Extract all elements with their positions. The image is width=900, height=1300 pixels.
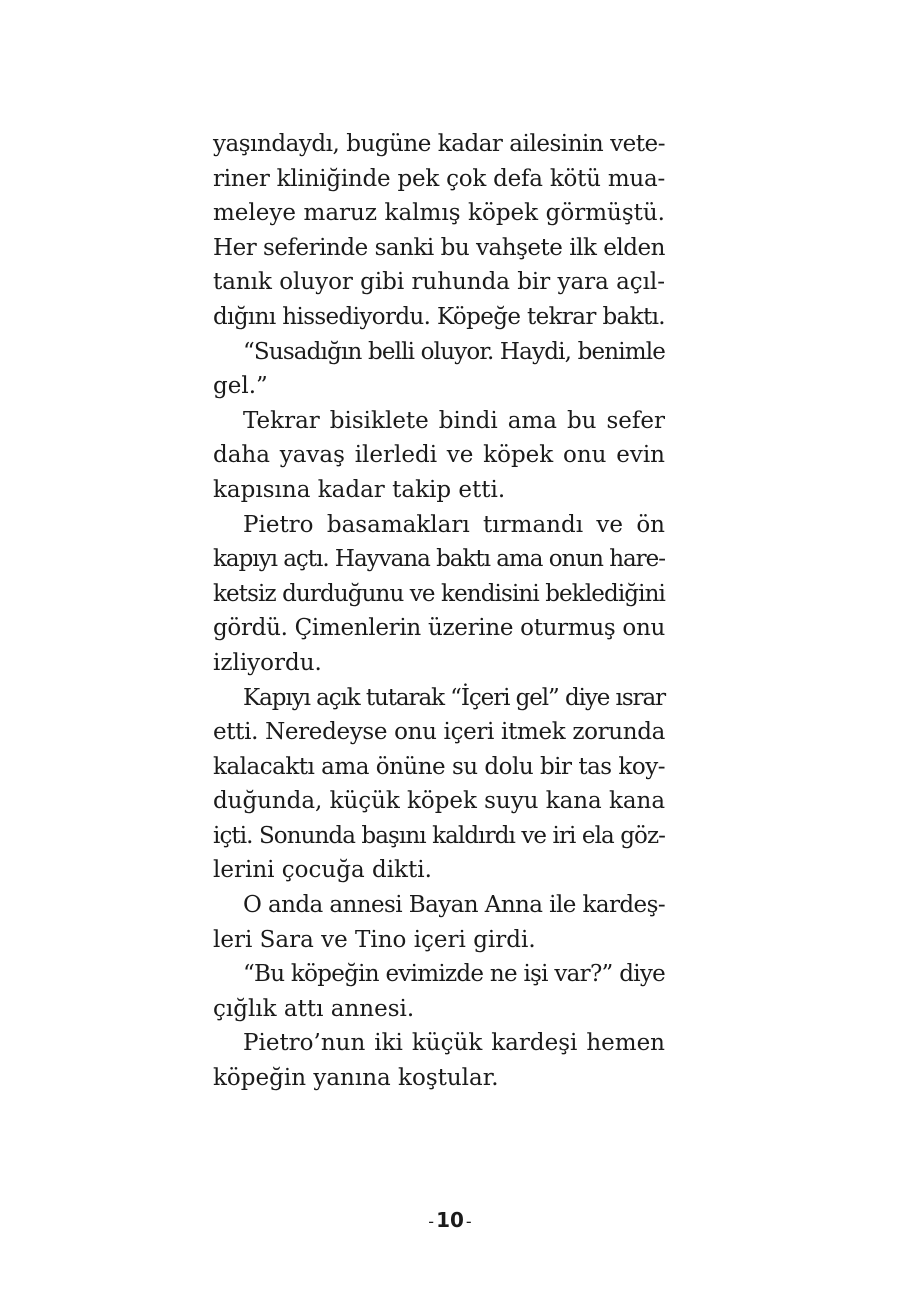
paragraph-8 [213, 1026, 665, 1095]
text-line: lerini çocuğa dikti. [213, 857, 432, 884]
text-line: Kapıyı açık tutarak “İçeri gel” diye ısrar [243, 684, 666, 711]
paragraph-7 [213, 957, 665, 1026]
text-line: çığlık attı annesi. [213, 995, 415, 1022]
paragraph-3 [213, 404, 665, 508]
text-line: kapısına kadar takip etti. [213, 476, 506, 503]
page-number-value: 10 [436, 1208, 464, 1232]
text-line: Pietro’nun iki küçük kardeşi hemen [243, 1030, 665, 1057]
paragraph-2 [213, 335, 665, 404]
text-line: duğunda, küçük köpek suyu kana kana [213, 788, 665, 815]
body-text [213, 127, 665, 1096]
text-line: izliyordu. [213, 649, 322, 676]
page-number-dash-right: - [465, 1212, 472, 1231]
paragraph-1 [213, 127, 665, 335]
paragraph-5 [213, 681, 665, 889]
page-number-dash-left: - [428, 1212, 435, 1231]
text-line: dığını hissediyordu. Köpeğe tekrar baktı. [213, 303, 665, 330]
text-line: köpeğin yanına koştular. [213, 1065, 499, 1092]
text-line: içti. Sonunda başını kaldırdı ve iri ela göz- [213, 822, 666, 849]
text-line: etti. Neredeyse onu içeri itmek zorunda [213, 719, 665, 746]
text-line: daha yavaş ilerledi ve köpek onu evin [213, 442, 665, 469]
text-line: meleye maruz kalmış köpek görmüştü. [213, 200, 665, 227]
paragraph-4 [213, 508, 665, 681]
text-line: leri Sara ve Tino içeri girdi. [213, 926, 536, 953]
text-line: gel.” [213, 373, 268, 400]
text-line: Tekrar bisiklete bindi ama bu sefer [243, 407, 665, 434]
text-line: O anda annesi Bayan Anna ile kardeş- [243, 892, 666, 919]
text-line: Pietro basamakları tırmandı ve ön [243, 511, 665, 538]
text-line: kapıyı açtı. Hayvana baktı ama onun hare- [213, 546, 665, 573]
page-number [0, 1208, 900, 1232]
text-line: “Bu köpeğin evimizde ne işi var?” diye [243, 961, 665, 988]
text-line: “Susadığın belli oluyor. Haydi, benimle [243, 338, 666, 365]
text-line: riner kliniğinde pek çok defa kötü mua- [213, 165, 665, 192]
text-line: gördü. Çimenlerin üzerine oturmuş onu [213, 615, 665, 642]
text-line: Her seferinde sanki bu vahşete ilk elden [213, 234, 665, 261]
text-line: tanık oluyor gibi ruhunda bir yara açıl- [213, 269, 665, 296]
text-line: kalacaktı ama önüne su dolu bir tas koy- [213, 753, 665, 780]
text-line: ketsiz durduğunu ve kendisini beklediğini [213, 580, 665, 607]
paragraph-6 [213, 888, 665, 957]
text-line: yaşındaydı, bugüne kadar ailesinin vete- [213, 131, 666, 157]
